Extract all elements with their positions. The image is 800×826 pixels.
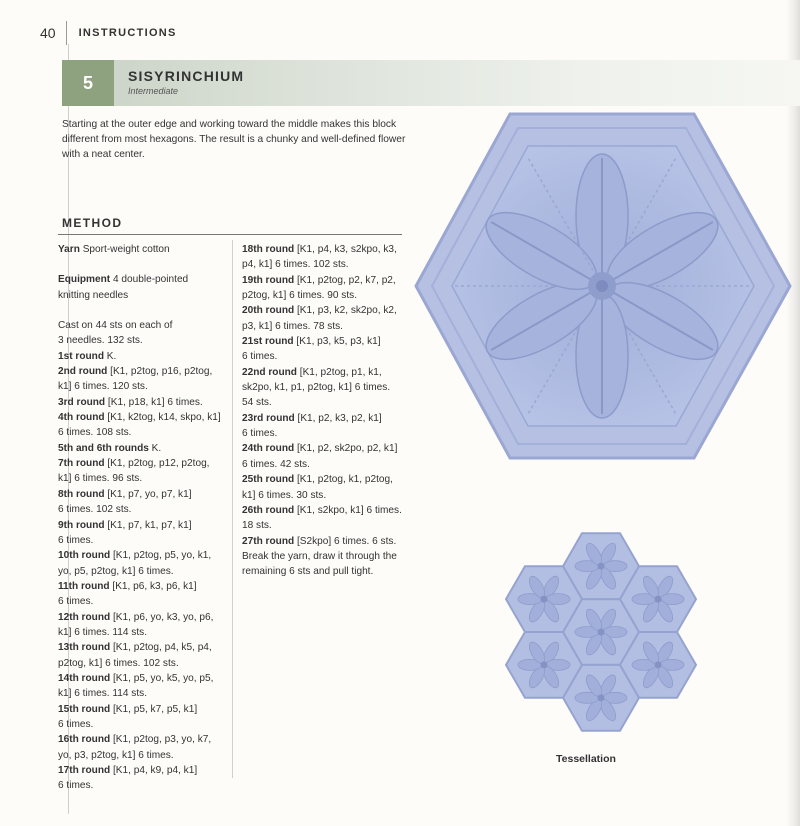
round-text: 6 times.	[58, 596, 94, 608]
round-text: k1] 6 times. 120 sts.	[58, 381, 148, 393]
round-label: 13th round	[58, 642, 111, 654]
round-label: 12th round	[58, 611, 111, 623]
round-text: 6 times.	[242, 428, 278, 440]
round-line	[242, 334, 412, 349]
equipment-text: knitting needles	[58, 289, 129, 301]
round-text: 6 times. 42 sts.	[242, 458, 310, 470]
round-line	[58, 610, 228, 625]
round-text: 18 sts.	[242, 520, 272, 532]
running-header	[40, 22, 177, 44]
round-text: [K1, p2tog, p5, yo, k1,	[110, 550, 212, 562]
round-line	[58, 564, 228, 579]
round-line	[58, 594, 228, 609]
tess-center	[598, 694, 605, 701]
round-label: 26th round	[242, 504, 295, 516]
yarn-label: Yarn	[58, 244, 80, 255]
round-label: 5th and 6th rounds	[58, 442, 149, 454]
round-text: [K1, p5, yo, k5, yo, p5,	[110, 672, 214, 684]
round-label: 7th round	[58, 458, 105, 470]
round-label: 2nd round	[58, 366, 108, 378]
round-label: 11th round	[58, 580, 110, 592]
tess-center	[655, 661, 662, 668]
round-text: [K1, p3, k2, sk2po, k2,	[294, 305, 397, 317]
round-line	[58, 778, 228, 793]
yarn-spec	[58, 242, 228, 257]
round-label: 18th round	[242, 244, 295, 255]
round-line	[58, 395, 228, 410]
round-line	[58, 456, 228, 471]
round-label: 8th round	[58, 488, 105, 500]
equipment-label: Equipment	[58, 274, 111, 286]
round-line	[242, 549, 412, 564]
round-label: 3rd round	[58, 396, 106, 408]
round-line	[58, 763, 228, 778]
method-heading: METHOD	[62, 216, 123, 230]
round-line	[58, 717, 228, 732]
round-text: K.	[103, 350, 117, 362]
header-divider	[66, 21, 67, 45]
round-label: 22nd round	[242, 366, 297, 378]
round-line	[58, 748, 228, 763]
round-text: p2tog, k1] 6 times. 90 sts.	[242, 290, 358, 302]
round-line	[242, 564, 412, 579]
round-text: [K1, p7, k1, p7, k1]	[104, 519, 192, 531]
round-text: [K1, k2tog, k14, skpo, k1]	[104, 412, 221, 424]
round-text: p2tog, k1] 6 times. 102 sts.	[58, 657, 179, 669]
round-text: [K1, p2tog, p1, k1,	[296, 366, 382, 378]
round-text: k1] 6 times. 114 sts.	[58, 688, 148, 700]
round-text: Break the yarn, draw it through the	[242, 550, 397, 562]
round-text: [K1, p18, k1] 6 times.	[105, 396, 203, 408]
pattern-title: SISYRINCHIUM	[128, 68, 245, 84]
tess-center	[541, 661, 548, 668]
round-line	[58, 656, 228, 671]
round-text: [K1, p2, k3, p2, k1]	[294, 412, 382, 424]
round-text: 6 times.	[58, 780, 94, 792]
pattern-number: 5	[62, 60, 114, 106]
yarn-text: Sport-weight cotton	[79, 244, 170, 255]
round-text: p3, k1] 6 times. 78 sts.	[242, 320, 343, 332]
round-text: [K1, p2tog, p2, k7, p2,	[294, 274, 396, 286]
round-line	[242, 273, 412, 288]
round-text: [K1, p4, k9, p4, k1]	[110, 765, 198, 776]
round-line	[58, 518, 228, 533]
round-line	[242, 411, 412, 426]
round-line	[242, 441, 412, 456]
round-line	[58, 379, 228, 394]
round-line	[242, 503, 412, 518]
round-text: [K1, p2tog, p4, k5, p4,	[110, 642, 212, 654]
tess-center	[541, 596, 548, 603]
round-line	[242, 380, 412, 395]
round-line	[58, 671, 228, 686]
cast-on-line: 3 needles. 132 sts.	[58, 335, 143, 347]
round-list	[58, 349, 228, 794]
round-line	[58, 548, 228, 563]
round-label: 16th round	[58, 734, 111, 746]
round-line	[242, 488, 412, 503]
round-line	[242, 319, 412, 334]
round-line	[58, 410, 228, 425]
round-line	[242, 457, 412, 472]
round-label: 23rd round	[242, 412, 295, 424]
round-line	[58, 471, 228, 486]
round-text: yo, p5, p2tog, k1] 6 times.	[58, 565, 174, 577]
instructions-column-1	[58, 242, 228, 794]
round-line	[58, 702, 228, 717]
tessellation-caption: Tessellation	[556, 753, 616, 765]
round-label: 17th round	[58, 765, 111, 776]
tessellation-photo	[486, 512, 716, 752]
round-text: [K1, p7, yo, p7, k1]	[104, 488, 192, 500]
round-text: 6 times. 108 sts.	[58, 427, 132, 439]
round-line	[242, 303, 412, 318]
column-divider	[232, 240, 233, 778]
round-text: 6 times. 102 sts.	[58, 504, 132, 516]
round-line	[58, 441, 228, 456]
round-label: 14th round	[58, 672, 111, 684]
round-label: 19th round	[242, 274, 295, 286]
round-label: 24th round	[242, 443, 295, 455]
round-text: [K1, p2tog, k1, p2tog,	[294, 474, 393, 486]
round-label: 20th round	[242, 305, 295, 317]
equipment-spec	[58, 272, 228, 303]
round-text: [K1, p2tog, p16, p2tog,	[107, 366, 213, 378]
round-text: [S2kpo] 6 times. 6 sts.	[294, 535, 397, 547]
round-text: k1] 6 times. 96 sts.	[58, 473, 143, 485]
round-line	[58, 640, 228, 655]
tess-center	[598, 563, 605, 570]
round-line	[242, 426, 412, 441]
round-label: 25th round	[242, 474, 295, 486]
round-line	[58, 364, 228, 379]
round-line	[242, 288, 412, 303]
round-line	[242, 472, 412, 487]
round-text: [K1, p5, k7, p5, k1]	[110, 703, 198, 715]
round-line	[58, 425, 228, 440]
flower-center-core	[596, 280, 608, 292]
round-text: remaining 6 sts and pull tight.	[242, 566, 374, 578]
round-text: p4, k1] 6 times. 102 sts.	[242, 259, 349, 271]
tess-center	[598, 629, 605, 636]
round-text: 54 sts.	[242, 397, 272, 409]
page-number: 40	[40, 25, 56, 41]
section-label: INSTRUCTIONS	[78, 27, 177, 39]
round-line	[58, 625, 228, 640]
instructions-column-2	[242, 242, 412, 580]
round-label: 10th round	[58, 550, 111, 562]
round-text: [K1, p6, k3, p6, k1]	[109, 580, 197, 592]
round-text: k1] 6 times. 114 sts.	[58, 626, 148, 638]
intro-line: different from most hexagons. The result is a chunky and well-defined flower	[62, 134, 406, 145]
hexagon-block-photo	[408, 90, 800, 490]
round-text: [K1, p4, k3, s2kpo, k3,	[294, 244, 397, 255]
round-line	[58, 502, 228, 517]
round-text: 6 times.	[58, 718, 94, 730]
round-line	[58, 579, 228, 594]
round-line	[242, 365, 412, 380]
round-label: 21st round	[242, 336, 294, 348]
round-line	[58, 732, 228, 747]
round-text: K.	[148, 442, 162, 454]
round-line	[58, 686, 228, 701]
equipment-text: 4 double-pointed	[110, 274, 189, 286]
intro-paragraph	[62, 117, 434, 162]
round-text: sk2po, k1, p1, p2tog, k1] 6 times.	[242, 382, 391, 394]
round-line	[242, 242, 412, 257]
cast-on	[58, 318, 228, 349]
round-text: k1] 6 times. 30 sts.	[242, 489, 327, 501]
round-text: [K1, p3, k5, p3, k1]	[293, 336, 381, 348]
round-label: 27th round	[242, 535, 295, 547]
round-line	[242, 395, 412, 410]
round-label: 4th round	[58, 412, 105, 424]
difficulty-level: Intermediate	[128, 86, 179, 96]
round-text: [K1, p2tog, p3, yo, k7,	[110, 734, 212, 746]
round-line	[58, 487, 228, 502]
round-line	[242, 349, 412, 364]
round-label: 1st round	[58, 350, 104, 362]
round-text: yo, p3, p2tog, k1] 6 times.	[58, 749, 174, 761]
round-text: [K1, p6, yo, k3, yo, p6,	[110, 611, 214, 623]
round-text: 6 times.	[58, 534, 94, 546]
method-rule	[58, 234, 402, 235]
round-line	[242, 257, 412, 272]
round-line	[58, 533, 228, 548]
round-text: [K1, p2, sk2po, p2, k1]	[294, 443, 398, 455]
round-line	[58, 349, 228, 364]
round-line	[242, 534, 412, 549]
round-label: 9th round	[58, 519, 105, 531]
intro-line: Starting at the outer edge and working toward the middle makes this block	[62, 119, 397, 130]
round-line	[242, 518, 412, 533]
round-text: [K1, p2tog, p12, p2tog,	[104, 458, 210, 470]
tess-center	[655, 596, 662, 603]
round-text: [K1, s2kpo, k1] 6 times.	[294, 504, 402, 516]
round-list	[242, 242, 412, 580]
round-label: 15th round	[58, 703, 111, 715]
round-text: 6 times.	[242, 351, 278, 363]
cast-on-line: Cast on 44 sts on each of	[58, 320, 173, 332]
intro-line: with a neat center.	[62, 149, 145, 160]
